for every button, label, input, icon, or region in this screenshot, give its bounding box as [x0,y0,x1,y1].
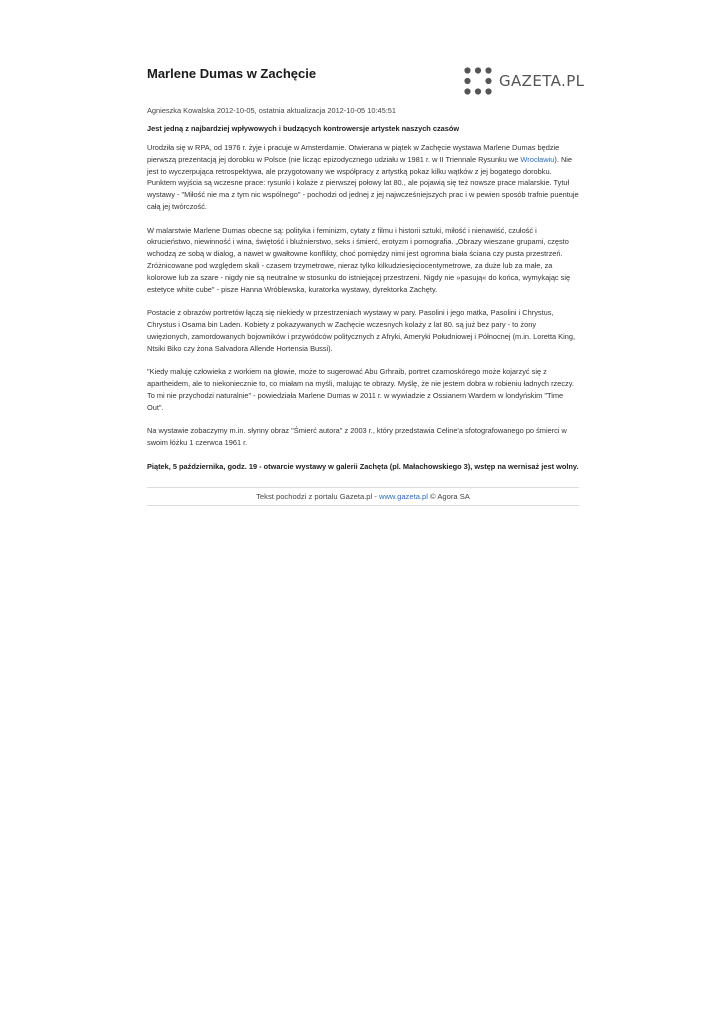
article-paragraph: Postacie z obrazów portretów łączą się niekiedy w przestrzeniach wystawy w pary. Pasolini i jego matka, Pasolini i Chrystus, Chrystus i Osama bin Laden. Kobiety z pokazywanych w Zachęcie wczesnych kolaży z lat 80. są już bez pary - to żony uwięzionych, zamordowanych bojowników i przywódców politycznych z Afryki, Ameryki Południowej i Północnej (m.in. Loretta King, Ntsiki Biko czy żona Salvadora Allende Hortensia Bussi). [147,308,576,353]
logo-wordmark: GAZETA.PL [499,72,585,90]
article-paragraph [147,142,579,213]
article-header [147,0,585,100]
footer-suffix: © Agora SA [427,492,470,501]
paragraph-text: ). Nie jest to wyczerpująca retrospektywa, ale przygotowany we współpracy z artystką pokaz kilku wątków z jej bogatego dorobku. Punktem wyjścia są wczesne prace: rysunki i kolaże z pierwszej połowy lat 80., ale pojawią się też nowsze prace malarskie. Tytuł wystawy - "Miłość nie ma z tym nic wspólnego" - pochodzi od jednej z jej najwcześniejszych prac i w pewien sposób trafnie puentuje całą jej twórczość. [147,154,579,211]
gazeta-logo[interactable] [463,66,584,96]
article-title: Marlene Dumas w Zachęcie [147,66,317,81]
paragraph-text: Urodziła się w RPA, od 1976 r. żyje i pracuje w Amsterdamie. Otwierana w piątek w Zachęcie wystawa Marlene Dumas będzie pierwszą prezentacją jej dorobku w Polsce (nie licząc epizodycznego udziału w 1981 r. w II Triennale Rysunku we [147,143,560,164]
article-lead: Jest jedną z najbardziej wpływowych i budzących kontrowersje artystek naszych czasów [147,124,460,133]
article-meta: Agnieszka Kowalska 2012-10-05, ostatnia aktualizacja 2012-10-05 10:45:51 [147,106,396,115]
article-body [147,142,579,484]
source-footer [147,487,579,506]
gazeta-dots-icon [463,66,493,96]
article-page [147,0,585,501]
article-paragraph: Na wystawie zobaczymy m.in. słynny obraz "Śmierć autora" z 2003 r., który przedstawia Celine'a sfotografowanego po śmierci w swoim łóżku 1 czerwca 1961 r. [147,426,567,447]
article-paragraph: W malarstwie Marlene Dumas obecne są: polityka i feminizm, cytaty z filmu i historii sztuki, miłość i nienawiść, czułość i okrucieństwo, niewinność i wina, świętość i bluźnierstwo, seks i śmierć, erotyzm i pornografia. „Obrazy wieszane grupami, często wchodzą ze sobą w dialog, a nawet w gwałtowne konflikty, choć pomiędzy nimi jest ogromna biała ściana czy pusta przestrzeń. Zróżnicowane pod względem skali - czasem trzymetrowe, nieraz tylko kilkudziesięciocentymetrowe, za duże lub za małe, za kolorowe lub za szare - nigdy nie są neutralne w stosunku do istniejącej przestrzeni. Nigdy nie »pasują« do końca, wymykając się estetyce white cube" - pisze Hanna Wróblewska, kuratorka wystawy, dyrektorka Zachęty. [147,225,571,294]
article-paragraph: "Kiedy maluję człowieka z workiem na głowie, może to sugerować Abu Grhraib, portret czarnoskórego może kojarzyć się z apartheidem, ale to niekoniecznie to, co miałam na myśli, malując te obrazy. Myślę, że nie jestem dobra w robieniu ładnych rzeczy. To mi nie przychodzi naturalnie" - powiedziała Marlene Dumas w 2011 r. w wywiadzie z Ossianem Wardem w londyńskim "Time Out". [147,367,574,412]
article-closing: Piątek, 5 października, godz. 19 - otwarcie wystawy w galerii Zachęta (pl. Małachowskiego 3), wstęp na wernisaż jest wolny. [147,461,579,471]
footer-prefix: Tekst pochodzi z portalu Gazeta.pl - [256,492,379,501]
wroclaw-link[interactable]: Wrocławiu [520,154,555,164]
gazeta-link[interactable]: www.gazeta.pl [378,492,428,501]
